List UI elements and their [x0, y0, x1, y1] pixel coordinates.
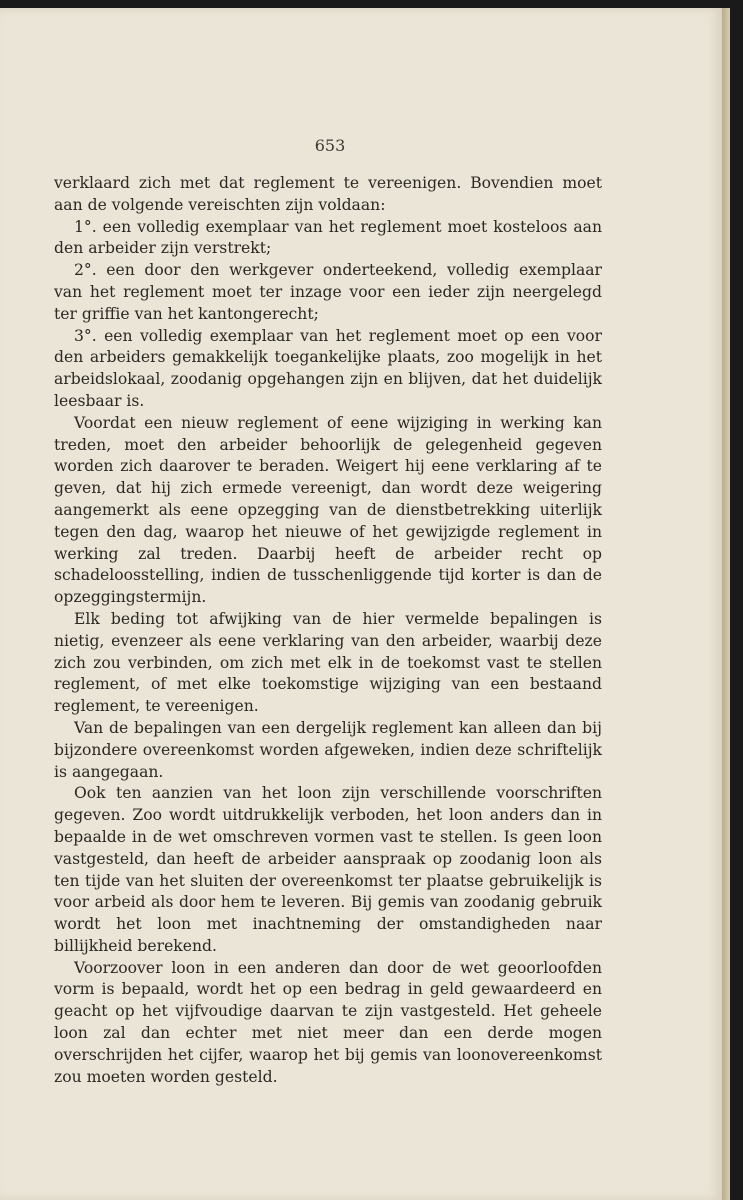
page-edge: [722, 8, 730, 1200]
paragraph-requirement-2: 2°. een door den werkgever onderteekend, volledig exemplaar van het reglement moet ter inzage voor een ieder zijn neergelegd ter griffie van het kantongerecht;: [54, 261, 602, 323]
scan-border: [730, 8, 743, 1200]
paragraph-continuation: verklaard zich met dat reglement te vereenigen. Bovendien moet aan de volgende vereischten zijn voldaan:: [54, 174, 602, 214]
paragraph-requirement-3: 3°. een volledig exemplaar van het reglement moet op een voor den arbeiders gemakkelijk toegankelijke plaats, zoo mogelijk in het arbeidslokaal, zoodanig opgehangen zijn en blijven, dat het duidelijk leesbaar is.: [54, 326, 602, 410]
paragraph-special-agreement: Van de bepalingen van een dergelijk reglement kan alleen dan bij bijzondere overeenkomst worden afgeweken, indien deze schriftelijk is aangegaan.: [54, 718, 602, 781]
book-page: [0, 8, 722, 1200]
paragraph-deviation-void: Elk beding tot afwijking van de hier vermelde bepalingen is nietig, evenzeer als eene verklaring van den arbeider, waarbij deze zich zou verbinden, om zich met elk in de toekomst vast te stellen reglement, of met elke toekomstige wijziging van een bestaand reglement, te vereenigen.: [54, 609, 602, 716]
paragraph-wage-in-kind: Voorzoover loon in een anderen dan door de wet geoorloofden vorm is bepaald, wordt het op een bedrag in geld gewaardeerd en geacht op het vijfvoudige daarvan te zijn vastgesteld. Het geheele loon zal dan echter met niet meer dan een derde mogen overschrijden het cijfer, waarop het bij gemis van loonovereenkomst zou moeten worden gesteld.: [54, 958, 602, 1086]
paragraph-new-reglement: Voordat een nieuw reglement of eene wijziging in werking kan treden, moet den arbeider behoorlijk de gelegenheid gegeven worden zich daarover te beraden. Weigert hij eene verklaring af te geven, dat hij zich ermede vereenigt, dan wordt deze weigering aangemerkt als eene opzegging van de dienstbetrekking uiterlijk tegen den dag, waarop het nieuwe of het gewijzigde reglement in werking zal treden. Daarbij heeft de arbeider recht op schadeloosstelling, indien de tusschenliggende tijd korter is dan de opzeggingstermijn.: [54, 413, 602, 607]
page-number: 653: [314, 136, 346, 155]
paragraph-wage-rules: Ook ten aanzien van het loon zijn verschillende voorschriften gegeven. Zoo wordt uitdrukkelijk verboden, het loon anders dan in bepaalde in de wet omschreven vormen vast te stellen. Is geen loon vastgesteld, dan heeft de arbeider aanspraak op zoodanig loon als ten tijde van het sluiten der overeenkomst ter plaatse gebruikelijk is voor arbeid als door hem te leveren. Bij gemis van zoodanig gebruik wordt het loon met inachtneming der omstandigheden naar billijkheid berekend.: [54, 784, 602, 955]
paragraph-requirement-1: 1°. een volledig exemplaar van het reglement moet kosteloos aan den arbeider zijn verstrekt;: [54, 217, 602, 258]
body-text: [54, 173, 602, 1088]
